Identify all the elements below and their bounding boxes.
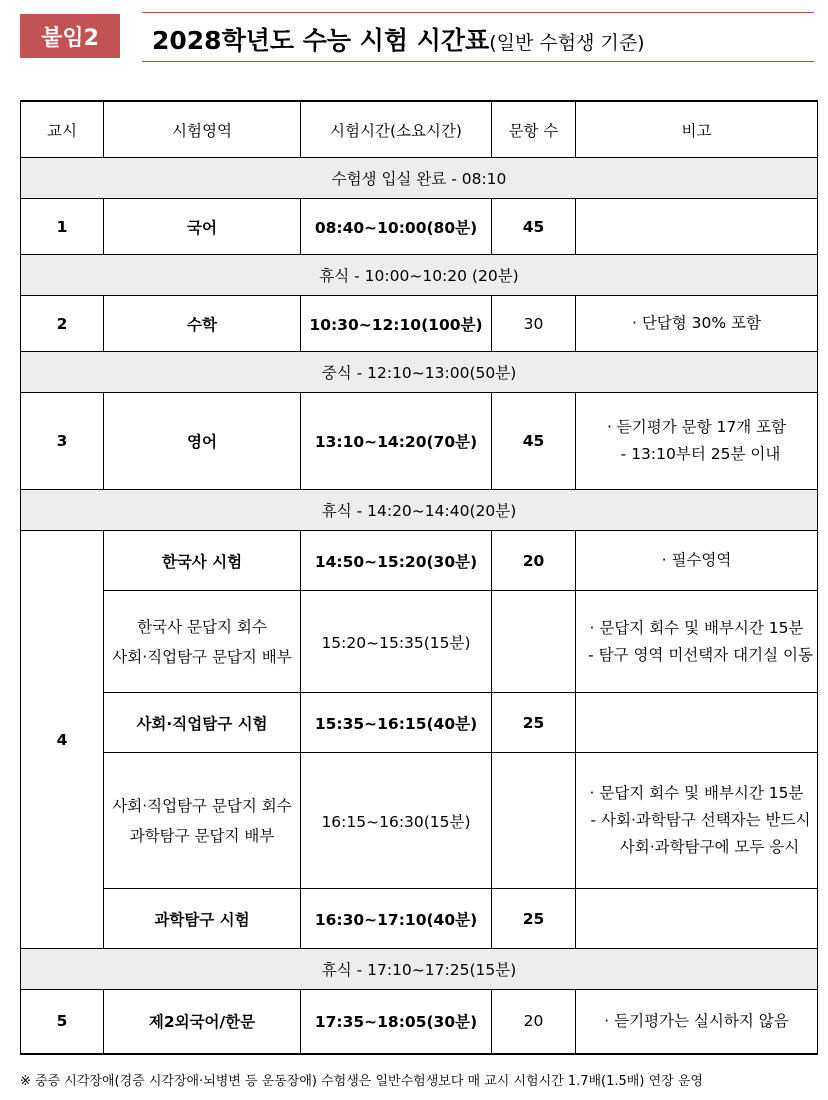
subject-line: 과학탐구 문답지 배부 [129,826,275,845]
entry-text: 수험생 입실 완료 - 08:10 [21,158,818,199]
note-cell: · 듣기평가는 실시하지 않음 [576,990,818,1054]
subject-line: 한국사 문답지 회수 [137,617,267,636]
subject-cell [104,753,301,889]
note-line: · 문답지 회수 및 배부시간 15분 [589,784,804,802]
time-cell: 15:20~15:35(15분) [301,591,492,693]
note-subline: - 탐구 영역 미선택자 대기실 이동 [588,645,813,664]
break-row [21,490,818,531]
period-cell: 3 [21,393,104,490]
note-subline: - 13:10부터 25분 이내 [620,445,781,463]
break-text: 휴식 - 14:20~14:40(20분) [21,490,818,531]
header-items: 문항 수 [492,101,576,158]
note-subline: 사회·과학탐구에 모두 응시 [619,838,800,856]
note-cell [576,889,818,949]
subject-cell: 사회·직업탐구 시험 [104,693,301,753]
items-cell [492,591,576,693]
title-main: 2028학년도 수능 시험 시간표 [152,26,490,55]
title-bar [142,12,814,62]
items-cell: 45 [492,199,576,255]
subject-cell: 제2외국어/한문 [104,990,301,1054]
table-row [21,531,818,591]
items-cell [492,753,576,889]
page-title [152,21,645,57]
note-cell: · 단답형 30% 포함 [576,296,818,352]
items-cell: 20 [492,990,576,1054]
note-line: · 문답지 회수 및 배부시간 15분 [589,618,804,637]
items-cell: 30 [492,296,576,352]
items-cell: 25 [492,889,576,949]
header-period: 교시 [21,101,104,158]
note-cell: · 필수영역 [576,531,818,591]
break-text: 휴식 - 17:10~17:25(15분) [21,949,818,990]
time-cell: 13:10~14:20(70분) [301,393,492,490]
break-text: 휴식 - 10:00~10:20 (20분) [21,255,818,296]
items-cell: 45 [492,393,576,490]
note-line: · 듣기평가 문항 17개 포함 [606,418,787,436]
attachment-badge: 붙임2 [20,14,120,58]
header [20,12,814,60]
table-row [21,990,818,1054]
table-row [21,199,818,255]
subject-cell: 수학 [104,296,301,352]
table-row [21,693,818,753]
time-cell: 15:35~16:15(40분) [301,693,492,753]
table-row [21,889,818,949]
time-cell: 10:30~12:10(100분) [301,296,492,352]
time-cell: 17:35~18:05(30분) [301,990,492,1054]
exam-schedule-table [20,100,818,1055]
items-cell: 25 [492,693,576,753]
header-subject: 시험영역 [104,101,301,158]
subject-cell: 한국사 시험 [104,531,301,591]
items-cell: 20 [492,531,576,591]
period-cell: 2 [21,296,104,352]
subject-cell: 과학탐구 시험 [104,889,301,949]
footnote: ※ 중증 시각장애(경증 시각장애·뇌병변 등 운동장애) 수험생은 일반수험생보다 매 교시 시험시간 1.7배(1.5배) 연장 운영 [20,1074,703,1089]
period-cell: 5 [21,990,104,1054]
header-time: 시험시간(소요시간) [301,101,492,158]
header-note: 비고 [576,101,818,158]
subject-line: 사회·직업탐구 문답지 배부 [112,647,292,666]
lunch-text: 중식 - 12:10~13:00(50분) [21,352,818,393]
subject-line: 사회·직업탐구 문답지 회수 [112,796,292,815]
note-cell [576,393,818,490]
period-cell: 4 [21,531,104,949]
title-subtitle: (일반 수험생 기준) [489,32,645,54]
note-cell [576,753,818,889]
table-row [21,753,818,889]
table-row [21,296,818,352]
lunch-row [21,352,818,393]
table-row [21,393,818,490]
time-cell: 14:50~15:20(30분) [301,531,492,591]
note-subline: - 사회·과학탐구 선택자는 반드시 [590,811,811,829]
table-row [21,591,818,693]
subject-cell: 국어 [104,199,301,255]
subject-cell [104,591,301,693]
break-row [21,255,818,296]
break-row [21,949,818,990]
time-cell: 16:15~16:30(15분) [301,753,492,889]
note-cell [576,591,818,693]
period-cell: 1 [21,199,104,255]
table-header-row [21,101,818,158]
time-cell: 16:30~17:10(40분) [301,889,492,949]
note-cell [576,693,818,753]
subject-cell: 영어 [104,393,301,490]
time-cell: 08:40~10:00(80분) [301,199,492,255]
entry-row [21,158,818,199]
note-cell [576,199,818,255]
